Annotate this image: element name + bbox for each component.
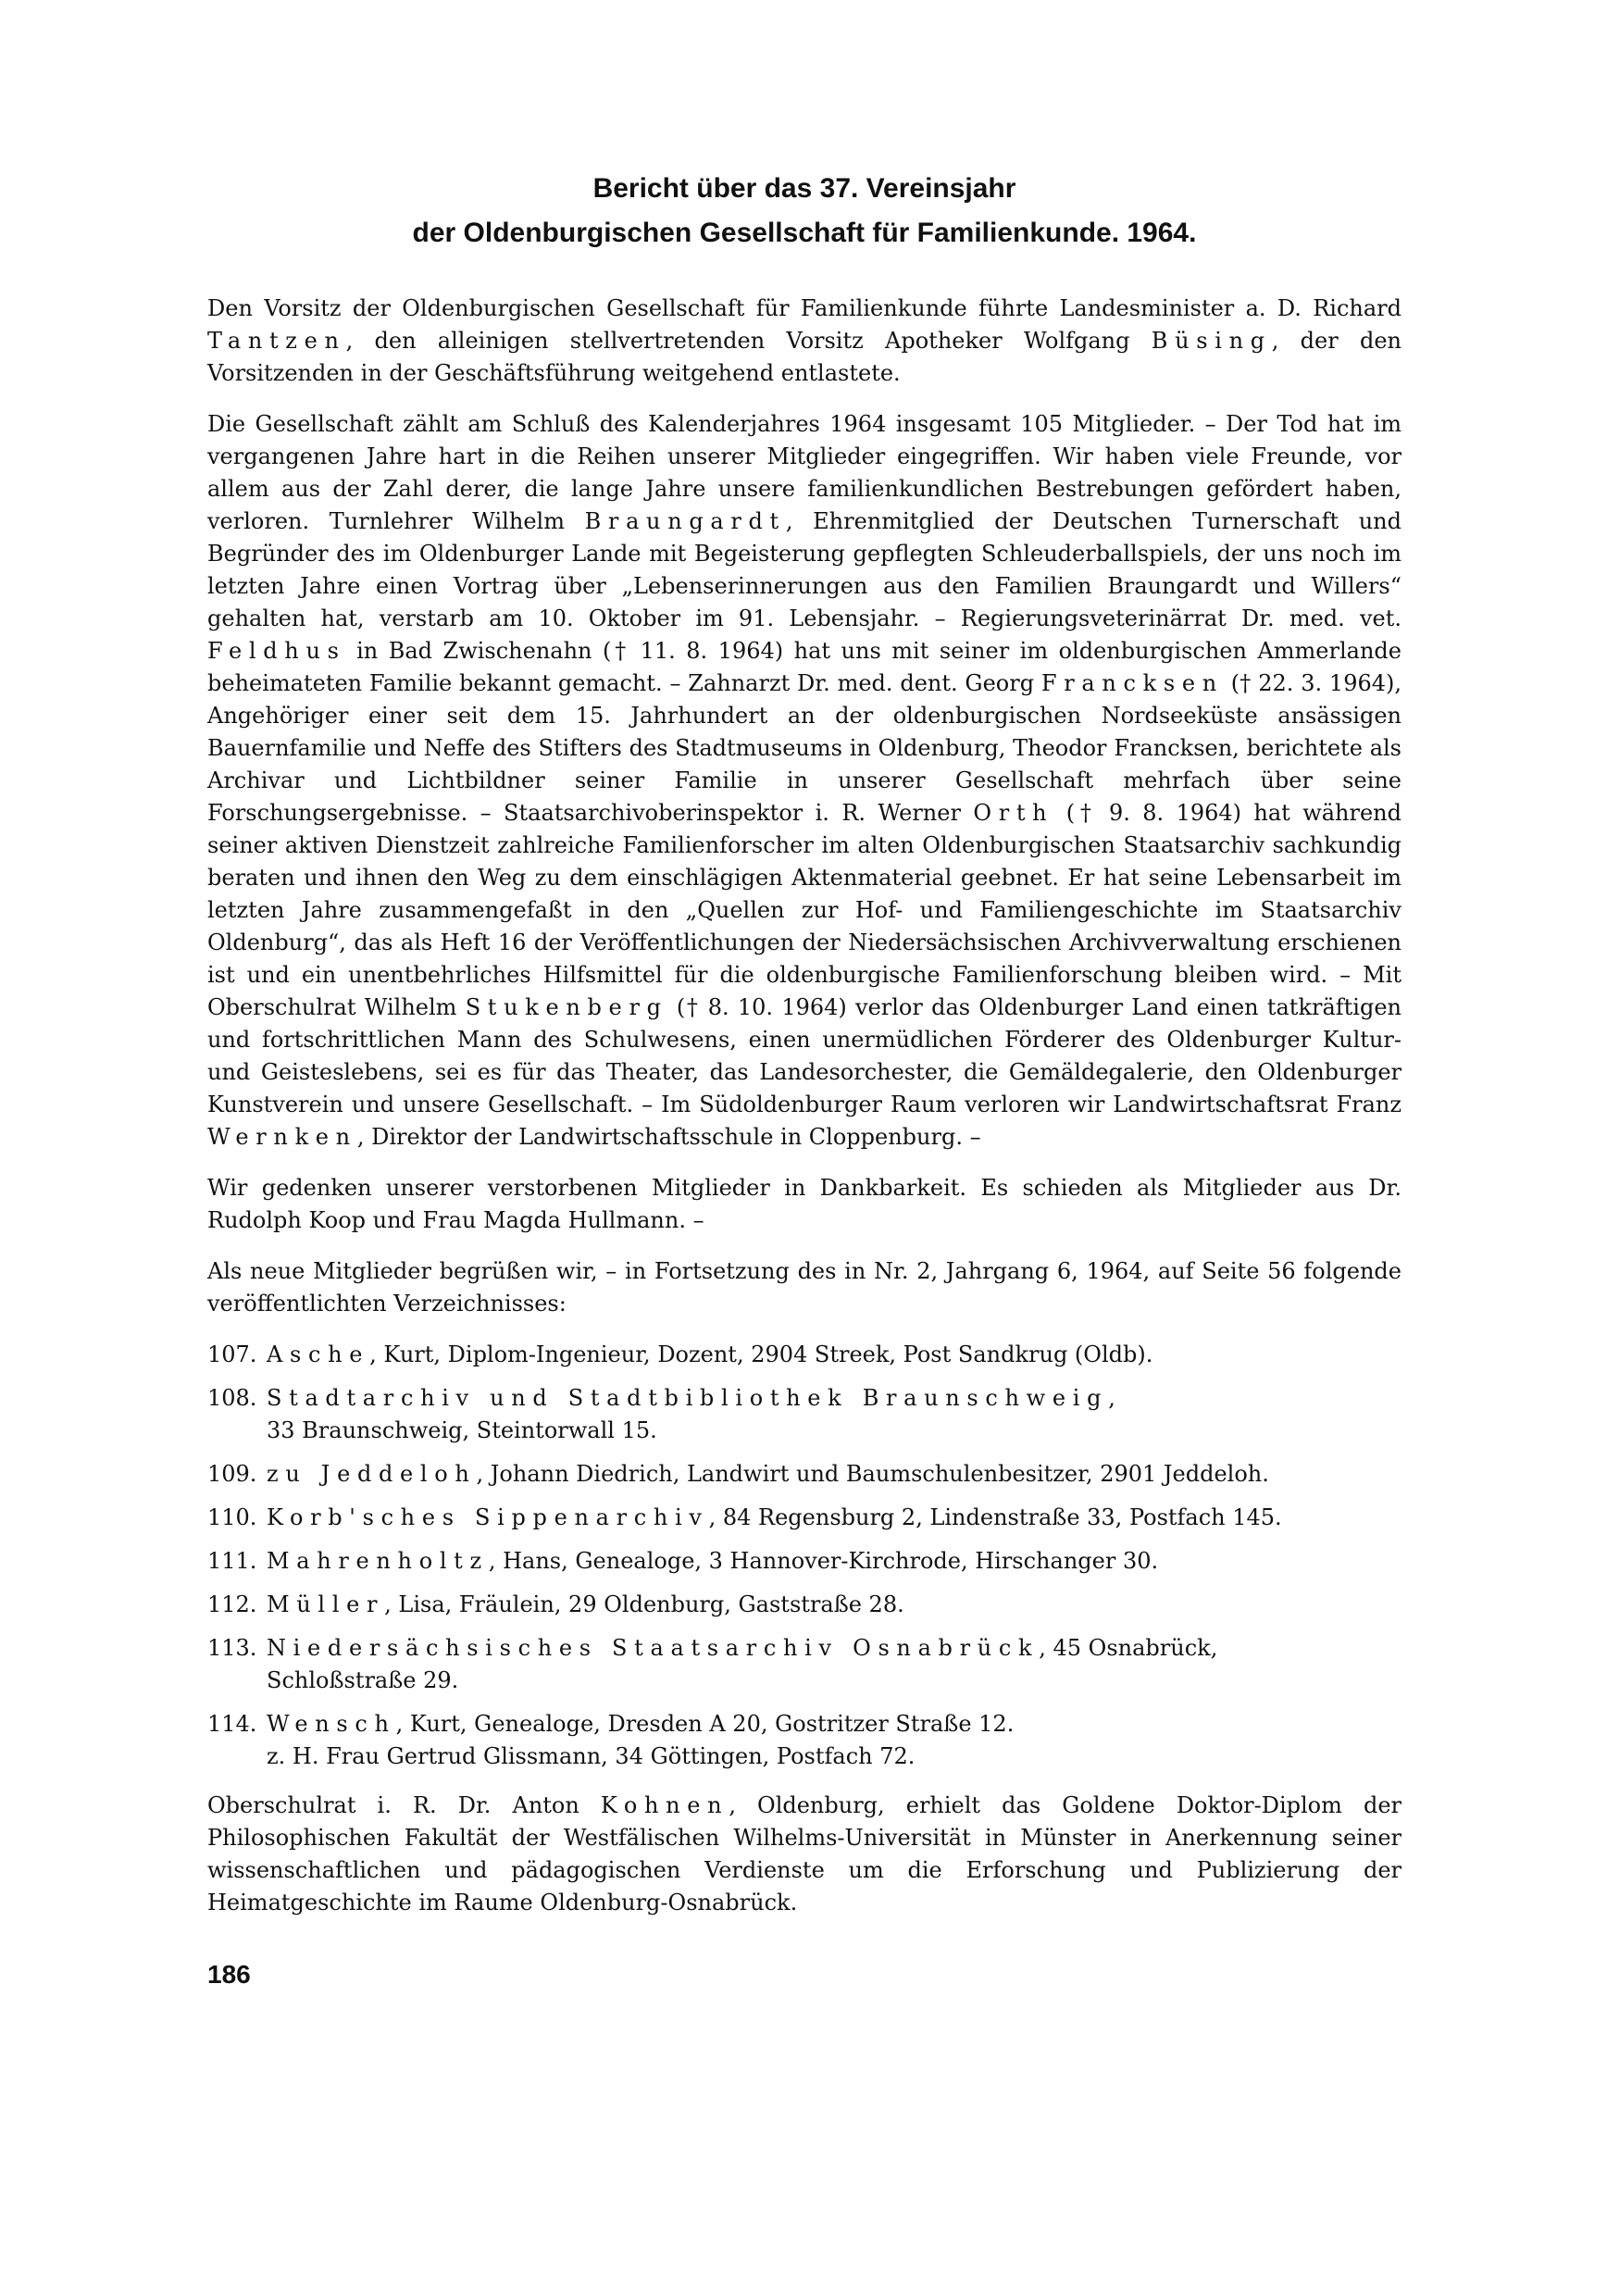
spaced-name: Tantzen	[207, 328, 346, 354]
paragraph-board	[207, 293, 1401, 390]
title-line-2: der Oldenburgischen Gesellschaft für Familienkunde. 1964.	[412, 218, 1197, 248]
text-run: Den Vorsitz der Oldenburgischen Gesellschaft für Familienkunde führte Landesminister a. D. Richard	[207, 295, 1401, 321]
item-number: 114.	[207, 1711, 257, 1737]
member-details-line2: z. H. Frau Gertrud Glissmann, 34 Göttingen, Postfach 72.	[267, 1743, 916, 1769]
member-name: Niedersächsisches Staatsarchiv Osnabrück	[267, 1635, 1040, 1661]
member-details: , Hans, Genealoge, 3 Hannover-Kirchrode, Hirschanger 30.	[488, 1548, 1159, 1574]
member-name: Korb'sches Sippenarchiv	[267, 1504, 709, 1530]
member-name: Stadtarchiv und Stadtbibliothek Braunschweig	[267, 1385, 1109, 1411]
item-number: 110.	[207, 1504, 257, 1530]
spaced-name: Kohnen	[600, 1792, 729, 1818]
document-page	[207, 167, 1401, 1990]
item-number: 108.	[207, 1385, 257, 1411]
member-details-line2: 33 Braunschweig, Steintorwall 15.	[267, 1417, 657, 1443]
list-item	[207, 1339, 1401, 1371]
list-item	[207, 1458, 1401, 1491]
member-details: , 45 Osnabrück,	[1039, 1635, 1218, 1661]
spaced-name: Feldhus	[207, 638, 346, 664]
spaced-name: Büsing	[1151, 328, 1272, 354]
member-details: , Johann Diedrich, Landwirt und Baumschulenbesitzer, 2901 Jeddeloh.	[476, 1461, 1269, 1487]
text-run: († 9. 8. 1964) hat während seiner aktiven Dienstzeit zahlreiche Familienforscher im alten Oldenburgischen Staatsarchiv sachkundig beraten und ihnen den Weg zu dem einschlägigen Aktenmaterial geebnet. Er hat seine Lebensarbeit im letzten Jahre zusammengefaßt in den „Quellen zur Hof- und Familiengeschichte im Staatsarchiv Oldenburg“, das als Heft 16 der Veröffentlichungen der Niedersächsischen Archivverwaltung erschienen ist und ein unentbehrliches Hilfsmittel für die oldenburgische Familienforschung bleiben wird. – Mit Oberschulrat Wilhelm	[207, 800, 1402, 1020]
text-run: , Ehrenmitglied der Deutschen Turnerschaft und Begründer des im Oldenburger Lande mit Begeisterung gepflegten Schleuderballspiels, der uns noch im letzten Jahre einen Vortrag über „Lebenserinnerungen aus den Familien Braungardt und Willers“ gehalten hat, verstarb am 10. Oktober im 91. Lebensjahr. – Regierungsveterinärrat Dr. med. vet.	[207, 508, 1402, 631]
text-run: , Direktor der Landwirtschaftsschule in Cloppenburg. –	[356, 1124, 981, 1150]
list-item	[207, 1708, 1401, 1773]
text-run: , Oldenburg, erhielt das Goldene Doktor-Diplom der Philosophischen Fakultät der Westfälischen Wilhelms-Universität in Münster in Anerkennung seiner wissenschaftlichen und pädagogischen Verdienste um die Erforschung und Publizierung der Heimatgeschichte im Raume Oldenburg-Osnabrück.	[207, 1792, 1401, 1915]
member-details: , Kurt, Diplom-Ingenieur, Dozent, 2904 Streek, Post Sandkrug (Oldb).	[369, 1341, 1153, 1367]
member-details: , Kurt, Genealoge, Dresden A 20, Gostritzer Straße 12.	[395, 1711, 1015, 1737]
paragraph-new-members-intro: Als neue Mitglieder begrüßen wir, – in Fortsetzung des in Nr. 2, Jahrgang 6, 1964, auf Seite 56 folgende veröffentlichten Verzeichnisses:	[207, 1258, 1401, 1316]
text-run: († 8. 10. 1964) verlor das Oldenburger Land einen tatkräftigen und fortschrittlichen Mann des Schulwesens, einen unermüdlichen Förderer des Oldenburger Kultur- und Geisteslebens, sei es für das Theater, das Landesorchester, die Gemäldegalerie, den Oldenburger Kunstverein und unsere Gesellschaft. – Im Südoldenburger Raum verloren wir Landwirtschaftsrat Franz	[207, 994, 1401, 1117]
paragraph-honor	[207, 1790, 1401, 1919]
member-name: Wensch	[267, 1711, 396, 1737]
text-run: in Bad Zwischenahn († 11. 8. 1964) hat uns mit seiner im oldenburgischen Ammerlande beheimateten Familie bekannt gemacht. – Zahnarzt Dr. med. dent. Georg	[207, 638, 1401, 696]
text-run: († 22. 3. 1964), Angehöriger einer seit dem 15. Jahrhundert an der oldenburgischen Nordseeküste ansässigen Bauernfamilie und Neffe des Stifters des Stadtmuseums in Oldenburg, Theodor Francksen, berichtete als Archivar und Lichtbildner seiner Familie in unserer Gesellschaft mehrfach über seine Forschungsergebnisse. – Staatsarchivoberinspektor i. R. Werner	[207, 670, 1401, 826]
item-number: 113.	[207, 1635, 257, 1661]
text-run: Oberschulrat i. R. Dr. Anton	[207, 1792, 601, 1818]
list-item	[207, 1589, 1401, 1621]
report-title	[207, 167, 1401, 256]
title-line-1: Bericht über das 37. Vereinsjahr	[592, 173, 1016, 204]
member-details-line2: Schloßstraße 29.	[267, 1667, 459, 1693]
item-number: 107.	[207, 1341, 257, 1367]
spaced-name: Orth	[973, 800, 1054, 826]
new-members-list	[207, 1339, 1401, 1773]
item-number: 112.	[207, 1591, 257, 1617]
spaced-name: Francksen	[1040, 670, 1224, 696]
member-name: Asche	[267, 1341, 370, 1367]
member-name: Müller	[267, 1591, 385, 1617]
page-number: 186	[207, 1960, 251, 1989]
list-item	[207, 1545, 1401, 1578]
item-number: 109.	[207, 1461, 257, 1487]
text-run: , der den Vorsitzenden in der Geschäftsführung weitgehend entlastete.	[207, 328, 1402, 386]
paragraph-obituaries	[207, 408, 1401, 1154]
text-run: Die Gesellschaft zählt am Schluß des Kalenderjahres 1964 insgesamt 105 Mitglieder. – Der Tod hat im vergangenen Jahre hart in die Reihen unserer Mitglieder eingegriffen. Wir haben viele Freunde, vor allem aus der Zahl derer, die lange Jahre unsere familienkundlichen Bestrebungen gefördert haben, verloren. Turnlehrer Wilhelm	[207, 411, 1401, 534]
member-name: Mahrenholtz	[267, 1548, 489, 1574]
paragraph-remembrance: Wir gedenken unserer verstorbenen Mitglieder in Dankbarkeit. Es schieden als Mitglieder aus Dr. Rudolph Koop und Frau Magda Hullmann. –	[207, 1175, 1401, 1233]
member-details: , Lisa, Fräulein, 29 Oldenburg, Gaststraße 28.	[384, 1591, 904, 1617]
member-details: , 84 Regensburg 2, Lindenstraße 33, Postfach 145.	[708, 1504, 1282, 1530]
list-item	[207, 1632, 1401, 1697]
spaced-name: Braungardt	[584, 508, 786, 534]
list-item	[207, 1502, 1401, 1534]
member-details: ,	[1108, 1385, 1115, 1411]
item-number: 111.	[207, 1548, 257, 1574]
member-name: zu Jeddeloh	[267, 1461, 477, 1487]
spaced-name: Wernken	[207, 1124, 357, 1150]
text-run: , den alleinigen stellvertretenden Vorsitz Apotheker Wolfgang	[345, 328, 1152, 354]
list-item	[207, 1382, 1401, 1447]
spaced-name: Stukenberg	[465, 994, 668, 1020]
